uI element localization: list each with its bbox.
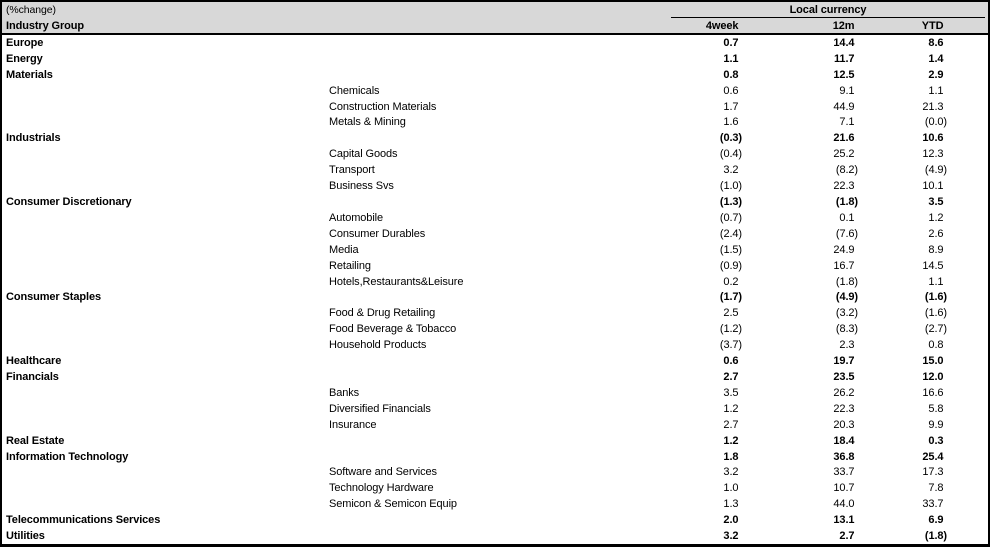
value-cell-12m <box>775 132 879 144</box>
value-cell-ytd <box>879 482 988 494</box>
value-cell-ytd <box>879 212 988 224</box>
value-text: 18.4 <box>833 434 855 447</box>
table-row <box>2 290 988 306</box>
value-text: (4.9) <box>924 164 947 177</box>
value-text: 13.1 <box>833 514 855 527</box>
table-row <box>2 83 988 99</box>
industry-group-column-header: Industry Group <box>6 19 85 32</box>
value-text: 12.3 <box>922 148 944 161</box>
industry-group-label: Utilities <box>6 530 45 543</box>
industry-group-label: Energy <box>6 52 43 65</box>
table-row <box>2 67 988 83</box>
value-cell-4week <box>671 85 775 97</box>
table-row <box>2 385 988 401</box>
value-text: (1.5) <box>719 243 742 256</box>
header-row-currency <box>2 2 988 18</box>
value-cell-12m <box>775 212 879 224</box>
value-cell-ytd <box>879 371 988 383</box>
value-text: 16.6 <box>922 386 944 399</box>
value-text: 1.6 <box>723 116 739 129</box>
industry-group-label: Materials <box>6 68 53 81</box>
value-text: (0.9) <box>719 259 742 272</box>
value-text: (1.8) <box>835 196 858 209</box>
value-cell-12m <box>775 355 879 367</box>
value-text: 1.1 <box>723 52 739 65</box>
value-text: 17.3 <box>922 466 944 479</box>
sub-industry-label: Capital Goods <box>329 148 398 161</box>
table-row <box>2 337 988 353</box>
sub-industry-label: Food Beverage & Tobacco <box>329 323 457 336</box>
value-cell-12m <box>775 514 879 526</box>
value-cell-4week <box>671 148 775 160</box>
value-text: 0.6 <box>723 84 739 97</box>
value-text: (8.3) <box>835 323 858 336</box>
value-cell-12m <box>775 482 879 494</box>
value-cell-4week <box>671 387 775 399</box>
table-row <box>2 99 988 115</box>
value-text: 1.2 <box>723 434 739 447</box>
industry-group-label: Information Technology <box>6 450 129 463</box>
value-text: 1.8 <box>723 450 739 463</box>
value-text: (2.4) <box>719 227 742 240</box>
value-text: 0.2 <box>723 275 739 288</box>
value-text: 16.7 <box>833 259 855 272</box>
value-cell-4week <box>671 164 775 176</box>
value-cell-12m <box>775 116 879 128</box>
value-cell-4week <box>671 37 775 49</box>
sub-industry-label: Food & Drug Retailing <box>329 307 436 320</box>
value-cell-4week <box>671 180 775 192</box>
value-text: 20.3 <box>833 418 855 431</box>
value-text: (4.9) <box>835 291 858 304</box>
table-row <box>2 242 988 258</box>
value-text: 6.9 <box>928 514 944 527</box>
period-column-header-12m: 12m <box>832 19 855 32</box>
value-text: 33.7 <box>833 466 855 479</box>
value-text: 0.1 <box>839 211 855 224</box>
value-cell-4week <box>671 435 775 447</box>
value-cell-ytd <box>879 419 988 431</box>
value-text: 1.7 <box>723 100 739 113</box>
value-cell-ytd <box>879 244 988 256</box>
value-cell-4week <box>671 291 775 303</box>
value-cell-ytd <box>879 514 988 526</box>
table-row <box>2 274 988 290</box>
value-cell-12m <box>775 148 879 160</box>
value-cell-12m <box>775 466 879 478</box>
value-text: (7.6) <box>835 227 858 240</box>
table-row <box>2 146 988 162</box>
value-cell-12m <box>775 69 879 81</box>
value-text: 44.0 <box>833 498 855 511</box>
value-text: 2.7 <box>839 530 855 543</box>
value-text: 10.7 <box>833 482 855 495</box>
value-cell-4week <box>671 132 775 144</box>
sub-industry-label: Media <box>329 243 359 256</box>
value-cell-12m <box>775 451 879 463</box>
sub-industry-label: Metals & Mining <box>329 116 406 129</box>
local-currency-group-header: Local currency <box>671 3 985 18</box>
value-cell-12m <box>775 403 879 415</box>
value-cell-4week <box>671 514 775 526</box>
value-text: 7.1 <box>839 116 855 129</box>
table-row <box>2 369 988 385</box>
value-cell-12m <box>775 85 879 97</box>
table-row <box>2 528 988 544</box>
value-text: 1.1 <box>928 275 944 288</box>
table-row <box>2 162 988 178</box>
value-cell-ytd <box>879 164 988 176</box>
value-text: 0.3 <box>928 434 944 447</box>
value-cell-4week <box>671 498 775 510</box>
industry-group-label: Consumer Staples <box>6 291 101 304</box>
header-row-periods <box>2 18 988 33</box>
value-text: 10.1 <box>922 180 944 193</box>
value-cell-ytd <box>879 180 988 192</box>
value-cell-4week <box>671 53 775 65</box>
sub-industry-label: Chemicals <box>329 84 380 97</box>
value-cell-4week <box>671 260 775 272</box>
table-row <box>2 401 988 417</box>
value-cell-ytd <box>879 435 988 447</box>
table-row <box>2 417 988 433</box>
value-cell-12m <box>775 371 879 383</box>
value-text: 2.6 <box>928 227 944 240</box>
table-row <box>2 321 988 337</box>
table-row <box>2 258 988 274</box>
value-cell-4week <box>671 212 775 224</box>
value-text: 12.5 <box>833 68 855 81</box>
value-text: 21.3 <box>922 100 944 113</box>
value-cell-4week <box>671 355 775 367</box>
value-text: 0.8 <box>928 339 944 352</box>
value-text: 1.4 <box>928 52 944 65</box>
value-text: 3.2 <box>723 530 739 543</box>
value-cell-4week <box>671 419 775 431</box>
value-text: 1.2 <box>723 402 739 415</box>
table-row <box>2 115 988 131</box>
value-cell-12m <box>775 244 879 256</box>
table-row <box>2 496 988 512</box>
value-cell-ytd <box>879 37 988 49</box>
value-cell-4week <box>671 101 775 113</box>
industry-group-label: Financials <box>6 370 59 383</box>
sub-industry-label: Retailing <box>329 259 371 272</box>
value-text: 1.1 <box>928 84 944 97</box>
value-cell-12m <box>775 387 879 399</box>
value-text: 8.6 <box>928 36 944 49</box>
value-cell-4week <box>671 323 775 335</box>
value-cell-ytd <box>879 498 988 510</box>
table-row <box>2 178 988 194</box>
value-cell-ytd <box>879 148 988 160</box>
value-cell-4week <box>671 307 775 319</box>
value-cell-ytd <box>879 85 988 97</box>
sub-industry-label: Technology Hardware <box>329 482 434 495</box>
value-cell-4week <box>671 466 775 478</box>
value-text: 11.7 <box>834 52 855 65</box>
sub-industry-label: Diversified Financials <box>329 402 431 415</box>
sub-industry-label: Banks <box>329 386 360 399</box>
value-cell-ytd <box>879 323 988 335</box>
value-cell-4week <box>671 339 775 351</box>
value-cell-4week <box>671 482 775 494</box>
value-cell-ytd <box>879 196 988 208</box>
value-text: 1.2 <box>928 211 944 224</box>
value-text: 33.7 <box>922 498 944 511</box>
value-cell-4week <box>671 196 775 208</box>
period-column-header-ytd: YTD <box>921 19 944 32</box>
value-cell-12m <box>775 101 879 113</box>
value-cell-ytd <box>879 260 988 272</box>
value-text: (3.7) <box>719 339 742 352</box>
sub-industry-label: Construction Materials <box>329 100 437 113</box>
value-cell-ytd <box>879 132 988 144</box>
value-cell-12m <box>775 339 879 351</box>
value-cell-4week <box>671 116 775 128</box>
value-text: 15.0 <box>922 355 944 368</box>
value-text: 2.9 <box>928 68 944 81</box>
value-text: 8.9 <box>928 243 944 256</box>
value-text: 1.0 <box>723 482 739 495</box>
value-text: 14.4 <box>833 36 855 49</box>
value-cell-12m <box>775 435 879 447</box>
table-caption: (%change) <box>6 4 56 16</box>
value-cell-ytd <box>879 228 988 240</box>
value-cell-ytd <box>879 339 988 351</box>
value-cell-4week <box>671 530 775 542</box>
value-cell-ytd <box>879 69 988 81</box>
value-text: 2.7 <box>723 418 739 431</box>
value-text: (1.3) <box>719 196 742 209</box>
value-cell-4week <box>671 403 775 415</box>
value-text: (3.2) <box>835 307 858 320</box>
value-cell-ytd <box>879 116 988 128</box>
period-column-header-4week: 4week <box>705 19 739 32</box>
value-cell-ytd <box>879 53 988 65</box>
value-text: 25.4 <box>922 450 944 463</box>
value-cell-4week <box>671 276 775 288</box>
value-cell-4week <box>671 244 775 256</box>
value-text: 2.3 <box>839 339 855 352</box>
value-text: 26.2 <box>833 386 855 399</box>
value-text: 21.6 <box>833 132 855 145</box>
value-text: (1.7) <box>719 291 742 304</box>
value-cell-ytd <box>879 307 988 319</box>
value-cell-ytd <box>879 101 988 113</box>
value-text: 3.5 <box>723 386 739 399</box>
value-cell-12m <box>775 37 879 49</box>
industry-group-label: Telecommunications Services <box>6 514 161 527</box>
value-text: 19.7 <box>833 355 855 368</box>
table-body <box>2 35 988 544</box>
value-cell-ytd <box>879 530 988 542</box>
value-cell-12m <box>775 276 879 288</box>
industry-group-label: Europe <box>6 36 44 49</box>
value-text: 24.9 <box>833 243 855 256</box>
value-text: 2.0 <box>723 514 739 527</box>
value-text: 22.3 <box>833 402 855 415</box>
value-text: 0.7 <box>723 36 739 49</box>
value-text: 0.6 <box>723 355 739 368</box>
value-text: 14.5 <box>922 259 944 272</box>
value-text: 10.6 <box>922 132 944 145</box>
industry-group-label: Real Estate <box>6 434 65 447</box>
value-cell-ytd <box>879 355 988 367</box>
value-cell-12m <box>775 498 879 510</box>
value-cell-12m <box>775 323 879 335</box>
table-row <box>2 353 988 369</box>
value-cell-12m <box>775 196 879 208</box>
value-cell-12m <box>775 291 879 303</box>
value-text: (1.6) <box>924 307 947 320</box>
sub-industry-label: Automobile <box>329 211 384 224</box>
table-row <box>2 35 988 51</box>
value-text: 22.3 <box>833 180 855 193</box>
value-text: (8.2) <box>835 164 858 177</box>
value-text: 0.8 <box>723 68 739 81</box>
value-text: (0.7) <box>719 211 742 224</box>
sub-industry-label: Consumer Durables <box>329 227 426 240</box>
value-text: 23.5 <box>833 370 855 383</box>
value-text: 3.2 <box>723 466 739 479</box>
value-text: 2.5 <box>723 307 739 320</box>
sub-industry-label: Insurance <box>329 418 377 431</box>
table-row <box>2 226 988 242</box>
value-text: 36.8 <box>833 450 855 463</box>
value-cell-4week <box>671 228 775 240</box>
value-text: 12.0 <box>922 370 944 383</box>
table-row <box>2 449 988 465</box>
value-text: (1.6) <box>924 291 947 304</box>
industry-group-label: Industrials <box>6 132 61 145</box>
value-text: (0.3) <box>719 132 742 145</box>
sub-industry-label: Transport <box>329 164 375 177</box>
table-row <box>2 433 988 449</box>
sub-industry-label: Hotels,Restaurants&Leisure <box>329 275 464 288</box>
table-row <box>2 51 988 67</box>
value-cell-ytd <box>879 291 988 303</box>
sub-industry-label: Software and Services <box>329 466 437 479</box>
value-cell-ytd <box>879 276 988 288</box>
value-cell-4week <box>671 451 775 463</box>
table-row <box>2 130 988 146</box>
industry-group-label: Healthcare <box>6 355 62 368</box>
value-cell-12m <box>775 260 879 272</box>
table-row <box>2 464 988 480</box>
sub-industry-label: Business Svs <box>329 180 394 193</box>
value-cell-ytd <box>879 387 988 399</box>
value-text: 44.9 <box>833 100 855 113</box>
value-text: 2.7 <box>723 370 739 383</box>
value-text: (1.8) <box>924 530 947 543</box>
table-row <box>2 210 988 226</box>
value-text: 9.1 <box>839 84 855 97</box>
value-text: (1.2) <box>719 323 742 336</box>
value-cell-12m <box>775 53 879 65</box>
value-text: (0.4) <box>719 148 742 161</box>
table-row <box>2 305 988 321</box>
industry-group-label: Consumer Discretionary <box>6 196 132 209</box>
value-cell-12m <box>775 419 879 431</box>
value-text: 5.8 <box>928 402 944 415</box>
value-text: (1.8) <box>835 275 858 288</box>
value-cell-ytd <box>879 403 988 415</box>
value-cell-4week <box>671 69 775 81</box>
value-text: (1.0) <box>719 180 742 193</box>
value-text: 7.8 <box>928 482 944 495</box>
table-header <box>2 2 988 35</box>
value-cell-12m <box>775 530 879 542</box>
table-row <box>2 512 988 528</box>
value-cell-ytd <box>879 466 988 478</box>
value-text: 3.2 <box>723 164 739 177</box>
value-cell-12m <box>775 307 879 319</box>
value-cell-12m <box>775 180 879 192</box>
table-row <box>2 194 988 210</box>
value-cell-12m <box>775 164 879 176</box>
value-cell-4week <box>671 371 775 383</box>
value-text: 25.2 <box>833 148 855 161</box>
value-text: (0.0) <box>924 116 947 129</box>
value-text: 9.9 <box>928 418 944 431</box>
value-text: (2.7) <box>924 323 947 336</box>
value-cell-12m <box>775 228 879 240</box>
value-cell-ytd <box>879 451 988 463</box>
value-text: 1.3 <box>723 498 739 511</box>
table-row <box>2 480 988 496</box>
value-text: 3.5 <box>928 196 944 209</box>
sub-industry-label: Semicon & Semicon Equip <box>329 498 457 511</box>
sub-industry-label: Household Products <box>329 339 427 352</box>
